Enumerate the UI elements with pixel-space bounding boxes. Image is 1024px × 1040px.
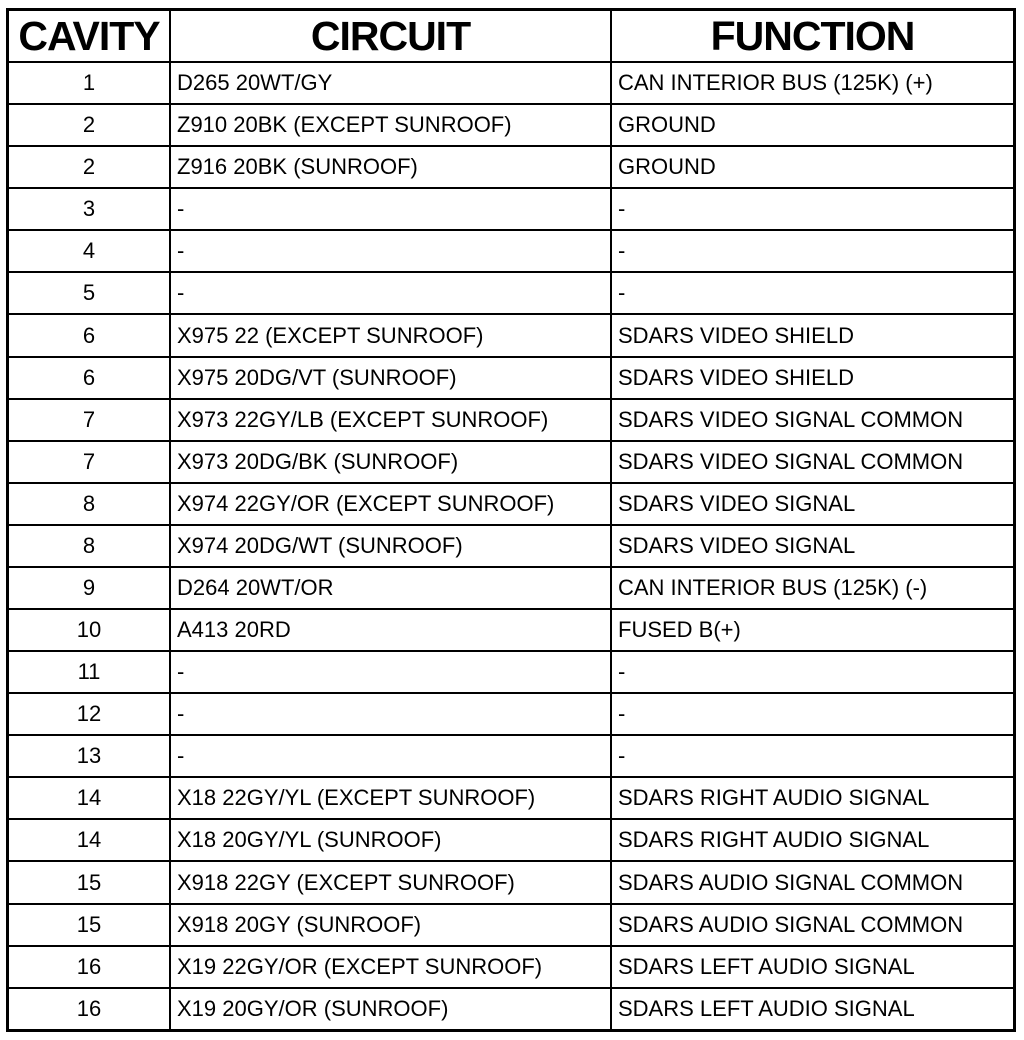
circuit-cell: X918 20GY (SUNROOF)	[170, 904, 611, 946]
table-row	[9, 146, 1013, 188]
circuit-cell: -	[170, 735, 611, 777]
function-cell: GROUND	[611, 104, 1013, 146]
table-row	[9, 104, 1013, 146]
table-row	[9, 609, 1013, 651]
table-row	[9, 693, 1013, 735]
circuit-cell: -	[170, 188, 611, 230]
table-row	[9, 651, 1013, 693]
cavity-cell: 1	[9, 62, 170, 104]
circuit-cell: X18 22GY/YL (EXCEPT SUNROOF)	[170, 777, 611, 819]
function-cell: SDARS AUDIO SIGNAL COMMON	[611, 904, 1013, 946]
cavity-cell: 7	[9, 441, 170, 483]
table-row	[9, 272, 1013, 314]
table-row	[9, 357, 1013, 399]
table-row	[9, 946, 1013, 988]
function-cell: -	[611, 272, 1013, 314]
function-cell: CAN INTERIOR BUS (125K) (+)	[611, 62, 1013, 104]
cavity-cell: 2	[9, 146, 170, 188]
table-row	[9, 399, 1013, 441]
circuit-cell: -	[170, 651, 611, 693]
circuit-cell: -	[170, 230, 611, 272]
table-row	[9, 62, 1013, 104]
function-cell: -	[611, 188, 1013, 230]
table-row	[9, 735, 1013, 777]
table-row	[9, 525, 1013, 567]
cavity-cell: 13	[9, 735, 170, 777]
function-cell: -	[611, 693, 1013, 735]
table-body	[9, 62, 1013, 1029]
table-header-row	[9, 11, 1013, 62]
circuit-cell: -	[170, 272, 611, 314]
table-row	[9, 819, 1013, 861]
table-row	[9, 861, 1013, 903]
table-row	[9, 314, 1013, 356]
cavity-cell: 7	[9, 399, 170, 441]
circuit-cell: X19 22GY/OR (EXCEPT SUNROOF)	[170, 946, 611, 988]
cavity-cell: 4	[9, 230, 170, 272]
circuit-cell: X974 20DG/WT (SUNROOF)	[170, 525, 611, 567]
circuit-cell: X973 22GY/LB (EXCEPT SUNROOF)	[170, 399, 611, 441]
table-row	[9, 441, 1013, 483]
cavity-cell: 15	[9, 861, 170, 903]
function-cell: SDARS VIDEO SHIELD	[611, 314, 1013, 356]
function-cell: CAN INTERIOR BUS (125K) (-)	[611, 567, 1013, 609]
circuit-cell: D265 20WT/GY	[170, 62, 611, 104]
header-circuit: CIRCUIT	[170, 11, 611, 62]
cavity-cell: 14	[9, 819, 170, 861]
function-cell: SDARS VIDEO SIGNAL	[611, 483, 1013, 525]
function-cell: SDARS AUDIO SIGNAL COMMON	[611, 861, 1013, 903]
function-cell: SDARS VIDEO SIGNAL COMMON	[611, 441, 1013, 483]
cavity-cell: 8	[9, 483, 170, 525]
table-row	[9, 188, 1013, 230]
cavity-cell: 11	[9, 651, 170, 693]
function-cell: SDARS VIDEO SIGNAL	[611, 525, 1013, 567]
circuit-cell: X973 20DG/BK (SUNROOF)	[170, 441, 611, 483]
function-cell: -	[611, 230, 1013, 272]
table-row	[9, 904, 1013, 946]
function-cell: GROUND	[611, 146, 1013, 188]
function-cell: FUSED B(+)	[611, 609, 1013, 651]
cavity-cell: 9	[9, 567, 170, 609]
circuit-cell: Z916 20BK (SUNROOF)	[170, 146, 611, 188]
function-cell: -	[611, 651, 1013, 693]
cavity-cell: 5	[9, 272, 170, 314]
cavity-cell: 8	[9, 525, 170, 567]
table-row	[9, 230, 1013, 272]
circuit-cell: Z910 20BK (EXCEPT SUNROOF)	[170, 104, 611, 146]
header-cavity: CAVITY	[9, 11, 170, 62]
circuit-cell: X975 22 (EXCEPT SUNROOF)	[170, 314, 611, 356]
function-cell: SDARS VIDEO SIGNAL COMMON	[611, 399, 1013, 441]
circuit-cell: X18 20GY/YL (SUNROOF)	[170, 819, 611, 861]
circuit-cell: A413 20RD	[170, 609, 611, 651]
circuit-cell: -	[170, 693, 611, 735]
function-cell: SDARS VIDEO SHIELD	[611, 357, 1013, 399]
header-function: FUNCTION	[611, 11, 1013, 62]
circuit-cell: D264 20WT/OR	[170, 567, 611, 609]
cavity-cell: 3	[9, 188, 170, 230]
table-row	[9, 777, 1013, 819]
cavity-cell: 14	[9, 777, 170, 819]
table-row	[9, 483, 1013, 525]
cavity-cell: 6	[9, 357, 170, 399]
function-cell: SDARS LEFT AUDIO SIGNAL	[611, 946, 1013, 988]
cavity-cell: 2	[9, 104, 170, 146]
circuit-cell: X918 22GY (EXCEPT SUNROOF)	[170, 861, 611, 903]
cavity-cell: 6	[9, 314, 170, 356]
circuit-cell: X975 20DG/VT (SUNROOF)	[170, 357, 611, 399]
cavity-cell: 15	[9, 904, 170, 946]
circuit-cell: X974 22GY/OR (EXCEPT SUNROOF)	[170, 483, 611, 525]
table-row	[9, 567, 1013, 609]
connector-pinout-table-frame	[6, 8, 1016, 1032]
connector-pinout-table	[9, 11, 1013, 1029]
function-cell: SDARS RIGHT AUDIO SIGNAL	[611, 819, 1013, 861]
cavity-cell: 12	[9, 693, 170, 735]
function-cell: -	[611, 735, 1013, 777]
cavity-cell: 10	[9, 609, 170, 651]
cavity-cell: 16	[9, 988, 170, 1029]
function-cell: SDARS LEFT AUDIO SIGNAL	[611, 988, 1013, 1029]
circuit-cell: X19 20GY/OR (SUNROOF)	[170, 988, 611, 1029]
table-row	[9, 988, 1013, 1029]
function-cell: SDARS RIGHT AUDIO SIGNAL	[611, 777, 1013, 819]
cavity-cell: 16	[9, 946, 170, 988]
